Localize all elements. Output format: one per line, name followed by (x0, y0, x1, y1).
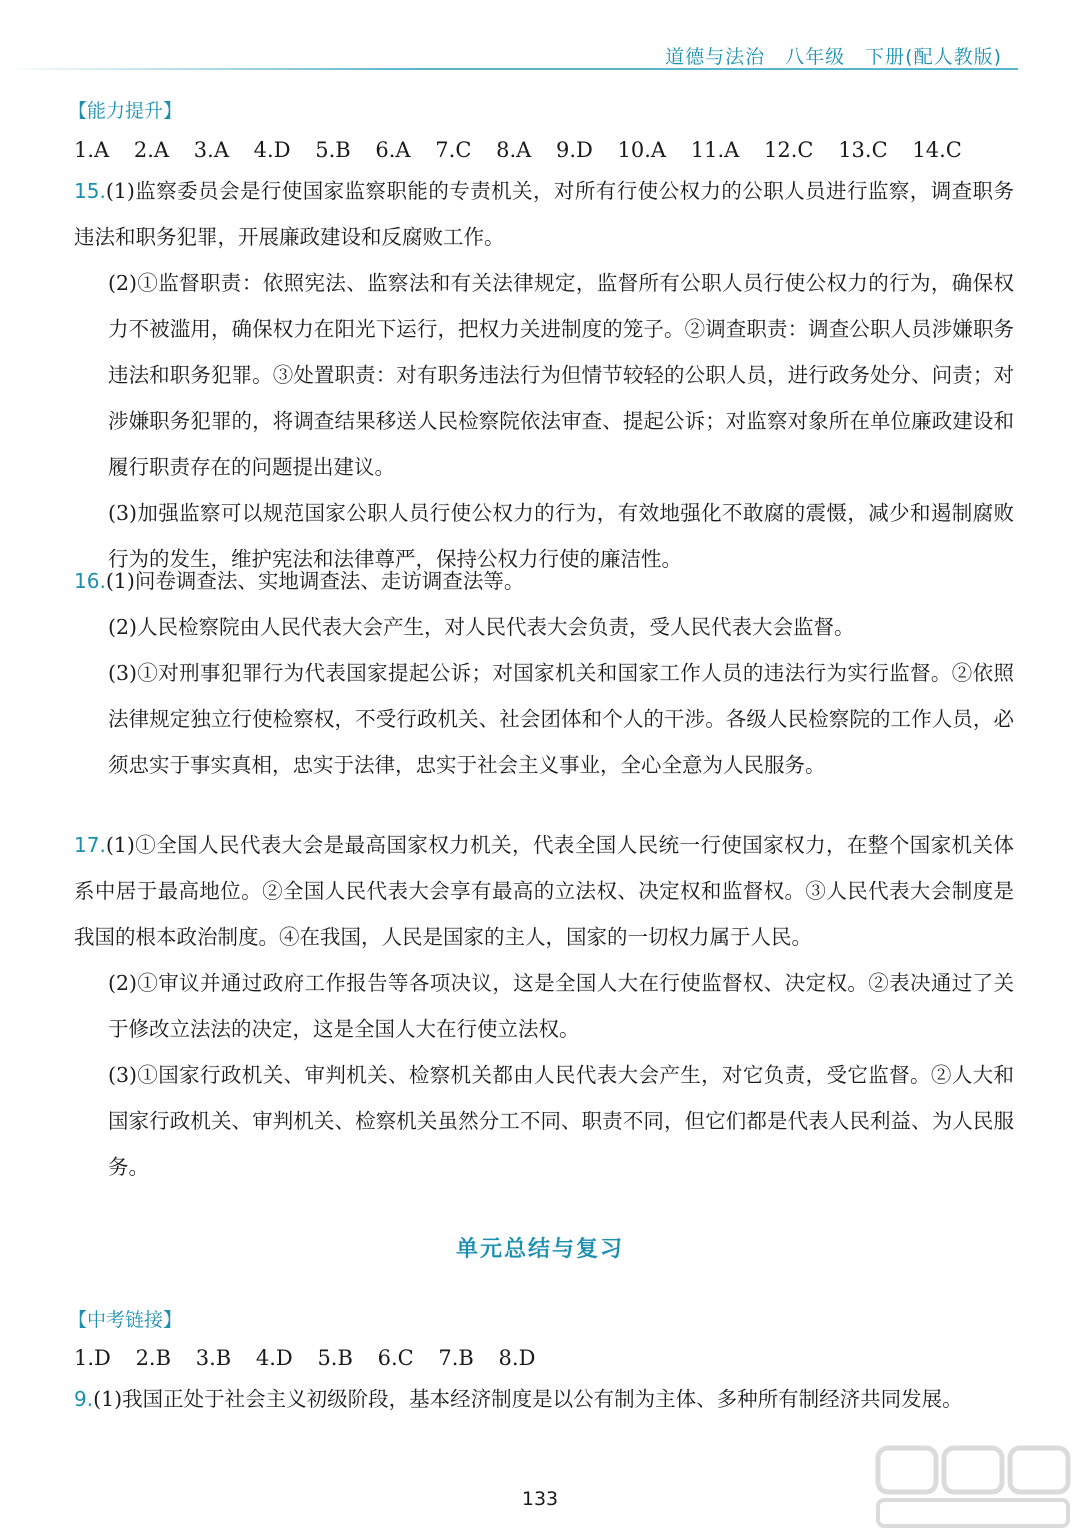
answer: 5.B (317, 1346, 353, 1370)
answer: 3.B (195, 1346, 232, 1370)
answer: 10.A (617, 138, 667, 162)
answer: 1.D (74, 1346, 111, 1370)
answer: 2.A (133, 138, 170, 162)
question-17 (74, 822, 1014, 1190)
answer: 8.D (498, 1346, 536, 1370)
answer: 2.B (135, 1346, 172, 1370)
answer: 7.C (435, 138, 472, 162)
running-header: 道德与法治 八年级 下册(配人教版) (665, 46, 1002, 68)
watermark-logo-icon (874, 1444, 1074, 1530)
q17-part2: (2)①审议并通过政府工作报告等各项决议，这是全国人大在行使监督权、决定权。②表决通过了关于修改立法法的决定，这是全国人大在行使立法权。 (108, 971, 1014, 1041)
q15-part2: (2)①监督职责：依照宪法、监察法和有关法律规定，监督所有公职人员行使公权力的行为，确保权力不被滥用，确保权力在阳光下运行，把权力关进制度的笼子。②调查职责：调查公职人员涉嫌职务违法和职务犯罪。③处置职责：对有职务违法行为但情节较轻的公职人员，进行政务处分、问责；对涉嫌职务犯罪的，将调查结果移送人民检察院依法审查、提起公诉；对监察对象所在单位廉政建设和履行职责存在的问题提出建议。 (108, 271, 1014, 479)
answer: 12.C (764, 138, 814, 162)
header-rule (18, 68, 1018, 70)
q17-part3: (3)①国家行政机关、审判机关、检察机关都由人民代表大会产生，对它负责，受它监督。②人大和国家行政机关、审判机关、检察机关虽然分工不同、职责不同，但它们都是代表人民利益、为人民服务。 (108, 1063, 1014, 1179)
question-number: 17. (74, 833, 106, 857)
answer: 11.A (690, 138, 740, 162)
exam-answer-list (74, 1346, 553, 1370)
section-tag-ability: 【能力提升】 (68, 100, 183, 122)
answer: 6.A (375, 138, 411, 162)
page-number: 133 (521, 1488, 559, 1510)
answer: 4.D (253, 138, 291, 162)
answer: 1.A (74, 138, 110, 162)
answer: 7.B (438, 1346, 474, 1370)
unit-title: 单元总结与复习 (455, 1237, 624, 1262)
q16-part2: (2)人民检察院由人民代表大会产生，对人民代表大会负责，受人民代表大会监督。 (108, 615, 855, 639)
answer: 8.A (496, 138, 532, 162)
q15-part3: (3)加强监察可以规范国家公职人员行使公权力的行为，有效地强化不敢腐的震慑，减少和遏制腐败行为的发生，维护宪法和法律尊严，保持公权力行使的廉洁性。 (108, 501, 1014, 571)
answer: 13.C (838, 138, 888, 162)
ability-answer-list (74, 138, 980, 162)
answer: 3.A (193, 138, 229, 162)
answer: 14.C (912, 138, 962, 162)
q17-part1: 17.(1)①全国人民代表大会是最高国家权力机关，代表全国人民统一行使国家权力，在整个国家机关体系中居于最高地位。②全国人民代表大会享有最高的立法权、决定权和监督权。③人民代表大会制度是我国的根本政治制度。④在我国，人民是国家的主人，国家的一切权力属于人民。 (74, 833, 1014, 949)
section-tag-exam: 【中考链接】 (68, 1309, 183, 1331)
q16-part3: (3)①对刑事犯罪行为代表国家提起公诉；对国家机关和国家工作人员的违法行为实行监督。②依照法律规定独立行使检察权，不受行政机关、社会团体和个人的干涉。各级人民检察院的工作人员，必须忠实于事实真相，忠实于法律，忠实于社会主义事业，全心全意为人民服务。 (108, 661, 1014, 777)
question-15 (74, 168, 1014, 582)
answer: 4.D (255, 1346, 293, 1370)
q15-part1: 15.(1)监察委员会是行使国家监察职能的专责机关，对所有行使公权力的公职人员进行监察，调查职务违法和职务犯罪，开展廉政建设和反腐败工作。 (74, 179, 1014, 249)
q9-part1: 9.(1)我国正处于社会主义初级阶段，基本经济制度是以公有制为主体、多种所有制经济共同发展。 (74, 1387, 963, 1411)
question-9 (74, 1376, 1014, 1422)
question-number: 16. (74, 569, 106, 593)
question-number: 15. (74, 179, 106, 203)
question-number: 9. (74, 1387, 94, 1411)
answer: 6.C (377, 1346, 414, 1370)
question-16 (74, 558, 1014, 788)
answer: 9.D (555, 138, 593, 162)
answer: 5.B (315, 138, 351, 162)
q16-part1: 16.(1)问卷调查法、实地调查法、走访调查法等。 (74, 569, 525, 593)
